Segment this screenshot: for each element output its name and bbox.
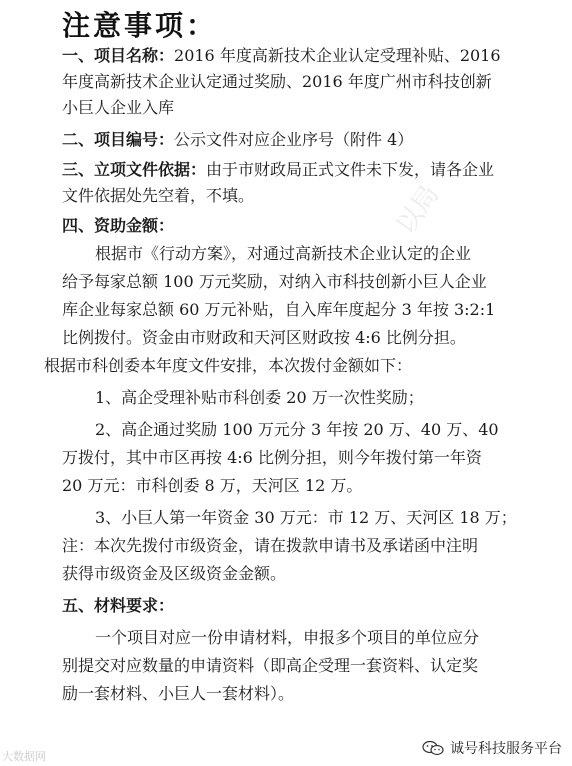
item2-text: 公示文件对应企业序号（附件 4） <box>174 130 414 149</box>
item4-s1: 1、高企受理补贴市科创委 20 万一次性奖励； <box>95 388 424 407</box>
item4-heading <box>62 216 174 236</box>
wechat-icon <box>422 740 444 756</box>
item5-p-line1: 一个项目对应一份申请材料，申报多个项目的单位应分 <box>95 628 480 647</box>
item4-s2-line2: 万拨付，其中市区再按 4:6 比例分担，则今年拨付第一年资 <box>62 448 482 467</box>
item4-p1-line3: 库企业每家总额 60 万元补贴，自入库年度起分 3 年按 3:2:1 <box>62 300 496 319</box>
item4-p1-line1: 根据市《行动方案》，对通过高新技术企业认定的企业 <box>95 244 472 263</box>
item1-line3: 小巨人企业入库 <box>62 98 175 117</box>
account-name: 诚号科技服务平台 <box>450 741 562 757</box>
item4-p1-line4: 比例拨付。资金由市财政和天河区财政按 4:6 比例分担。 <box>62 328 466 347</box>
item4-p1-line2: 给予每家总额 100 万元奖励，对纳入市科技创新小巨人企业 <box>62 272 487 291</box>
item5-heading <box>62 596 174 616</box>
item3-label: 三、立项文件依据： <box>62 160 207 179</box>
item4-s3: 3、小巨人第一年资金 30 万元：市 12 万、天河区 18 万； <box>95 508 517 527</box>
page-title: 注意事项： <box>62 9 218 42</box>
item4-note-line2: 获得市级资金及区级资金金额。 <box>62 564 287 583</box>
item4-s2-line1: 2、高企通过奖励 100 万元分 3 年按 20 万、40 万、40 <box>95 420 499 439</box>
item5-label: 五、材料要求： <box>62 596 175 615</box>
item5-p-line3: 励一套材料、小巨人一套材料）。 <box>62 684 295 703</box>
diagonal-watermark: 以局 <box>390 180 446 240</box>
item4-label: 四、资助金额： <box>62 216 175 235</box>
item1-line1 <box>62 46 501 66</box>
item1-text1: 2016 年度高新技术企业认定受理补贴、2016 <box>174 46 501 65</box>
item1-label: 一、项目名称： <box>62 46 175 65</box>
item3-line1 <box>62 160 494 180</box>
item3-text1: 由于市财政局正式文件未下发，请各企业 <box>206 160 495 179</box>
account-watermark <box>422 738 562 758</box>
source-watermark: 大数据网 <box>2 750 46 763</box>
item5-p-line2: 别提交对应数量的申请资料（即高企受理一套资料、认定奖 <box>62 656 479 675</box>
item1-line2: 年度高新技术企业认定通过奖励、2016 年度广州市科技创新 <box>62 72 492 91</box>
item2-label: 二、项目编号： <box>62 130 175 149</box>
item4-s2-line3: 20 万元：市科创委 8 万，天河区 12 万。 <box>62 476 363 495</box>
item4-note-line1: 注：本次先拨付市级资金，请在拨款申请书及承诺函中注明 <box>62 536 479 555</box>
item4-p2: 根据市科创委本年度文件安排，本次拨付金额如下： <box>44 356 413 375</box>
item2-line <box>62 130 413 150</box>
item3-line2: 文件依据处先空着，不填。 <box>62 186 255 205</box>
